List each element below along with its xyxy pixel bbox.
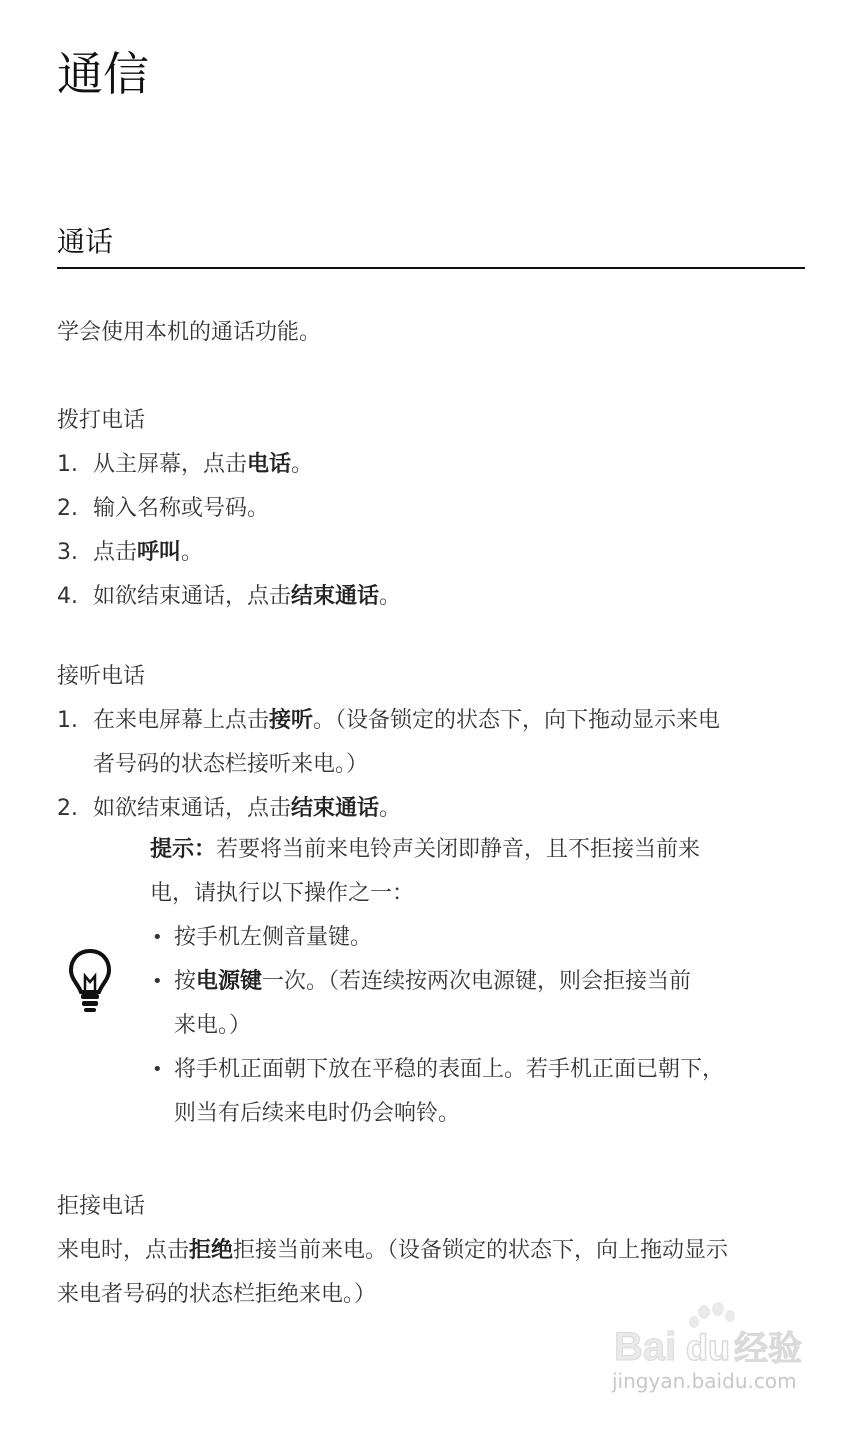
- watermark-text-2: du: [686, 1327, 730, 1368]
- tip-bullet-3-cont: 则当有后续来电时仍会响铃。: [174, 1101, 461, 1126]
- step-text: 输入名称或号码。: [93, 496, 270, 521]
- answer-step-2: [57, 794, 401, 824]
- step-text-end: 。: [379, 584, 402, 609]
- tip-line-1: [150, 835, 700, 865]
- step-number: 4.: [57, 584, 78, 609]
- reject-text-end: 拒接当前来电。（设备锁定的状态下，向上拖动显示: [233, 1238, 729, 1263]
- step-text: 如欲结束通话，点击: [93, 796, 292, 821]
- step-text: 如欲结束通话，点击: [93, 584, 292, 609]
- lightbulb-icon: [68, 948, 112, 1014]
- answer-heading: 接听电话: [57, 664, 146, 689]
- page-title: 通信: [57, 47, 149, 101]
- tip-bullet-3: 将手机正面朝下放在平稳的表面上。若手机正面已朝下，: [174, 1057, 725, 1082]
- bullet-marker: •: [152, 971, 163, 992]
- bullet-emphasis: 电源键: [196, 969, 263, 994]
- step-number: 2.: [57, 496, 78, 521]
- dial-step-2: [57, 494, 269, 524]
- bullet-text-end: 一次。（若连续按两次电源键，则会拒接当前: [262, 969, 692, 994]
- dial-step-4: [57, 582, 401, 612]
- step-number: 1.: [57, 708, 78, 733]
- tip-bullet-2-cont: 来电。）: [174, 1013, 252, 1038]
- reject-emphasis: 拒绝: [189, 1238, 234, 1263]
- step-text-end: 。（设备锁定的状态下，向下拖动显示来电: [313, 708, 721, 733]
- step-number: 3.: [57, 540, 78, 565]
- bullet-text: 按: [174, 969, 197, 994]
- step-number: 1.: [57, 452, 78, 477]
- section-title: 通话: [57, 225, 114, 258]
- tip-bullet-1: 按手机左侧音量键。: [174, 925, 373, 950]
- dial-heading: 拨打电话: [57, 408, 146, 433]
- bullet-marker: •: [152, 1059, 163, 1080]
- watermark-text-1: Bai: [614, 1325, 677, 1369]
- step-number: 2.: [57, 796, 78, 821]
- step-text-end: 。: [291, 452, 314, 477]
- dial-step-3: [57, 538, 203, 568]
- step-emphasis: 结束通话: [291, 796, 380, 821]
- reject-line-1: [57, 1236, 728, 1266]
- tip-text: 若要将当前来电铃声关闭即静音，且不拒接当前来: [216, 837, 701, 862]
- bullet-marker: •: [152, 927, 163, 948]
- step-emphasis: 电话: [247, 452, 292, 477]
- dial-step-1: [57, 450, 313, 480]
- step-text-end: 。: [379, 796, 402, 821]
- reject-heading: 拒接电话: [57, 1194, 146, 1219]
- answer-step-1-cont: 者号码的状态栏接听来电。）: [93, 752, 369, 777]
- tip-bullet-2: [174, 967, 691, 997]
- tip-line-2: 电，请执行以下操作之一：: [150, 881, 415, 906]
- step-text-end: 。: [181, 540, 204, 565]
- step-text: 点击: [93, 540, 138, 565]
- watermark-text-3: 经验: [734, 1329, 802, 1369]
- baidu-watermark-logo: [612, 1300, 812, 1372]
- reject-line-2: 来电者号码的状态栏拒绝来电。）: [57, 1282, 377, 1307]
- step-emphasis: 结束通话: [291, 584, 380, 609]
- answer-step-1: [57, 706, 720, 736]
- step-text: 在来电屏幕上点击: [93, 708, 270, 733]
- reject-text: 来电时，点击: [57, 1238, 190, 1263]
- intro-text: 学会使用本机的通话功能。: [57, 320, 322, 345]
- section-divider: [57, 267, 805, 269]
- step-emphasis: 接听: [269, 708, 314, 733]
- step-emphasis: 呼叫: [137, 540, 182, 565]
- step-text: 从主屏幕，点击: [93, 452, 248, 477]
- tip-label: 提示：: [150, 837, 217, 862]
- watermark-url: jingyan.baidu.com: [612, 1369, 797, 1393]
